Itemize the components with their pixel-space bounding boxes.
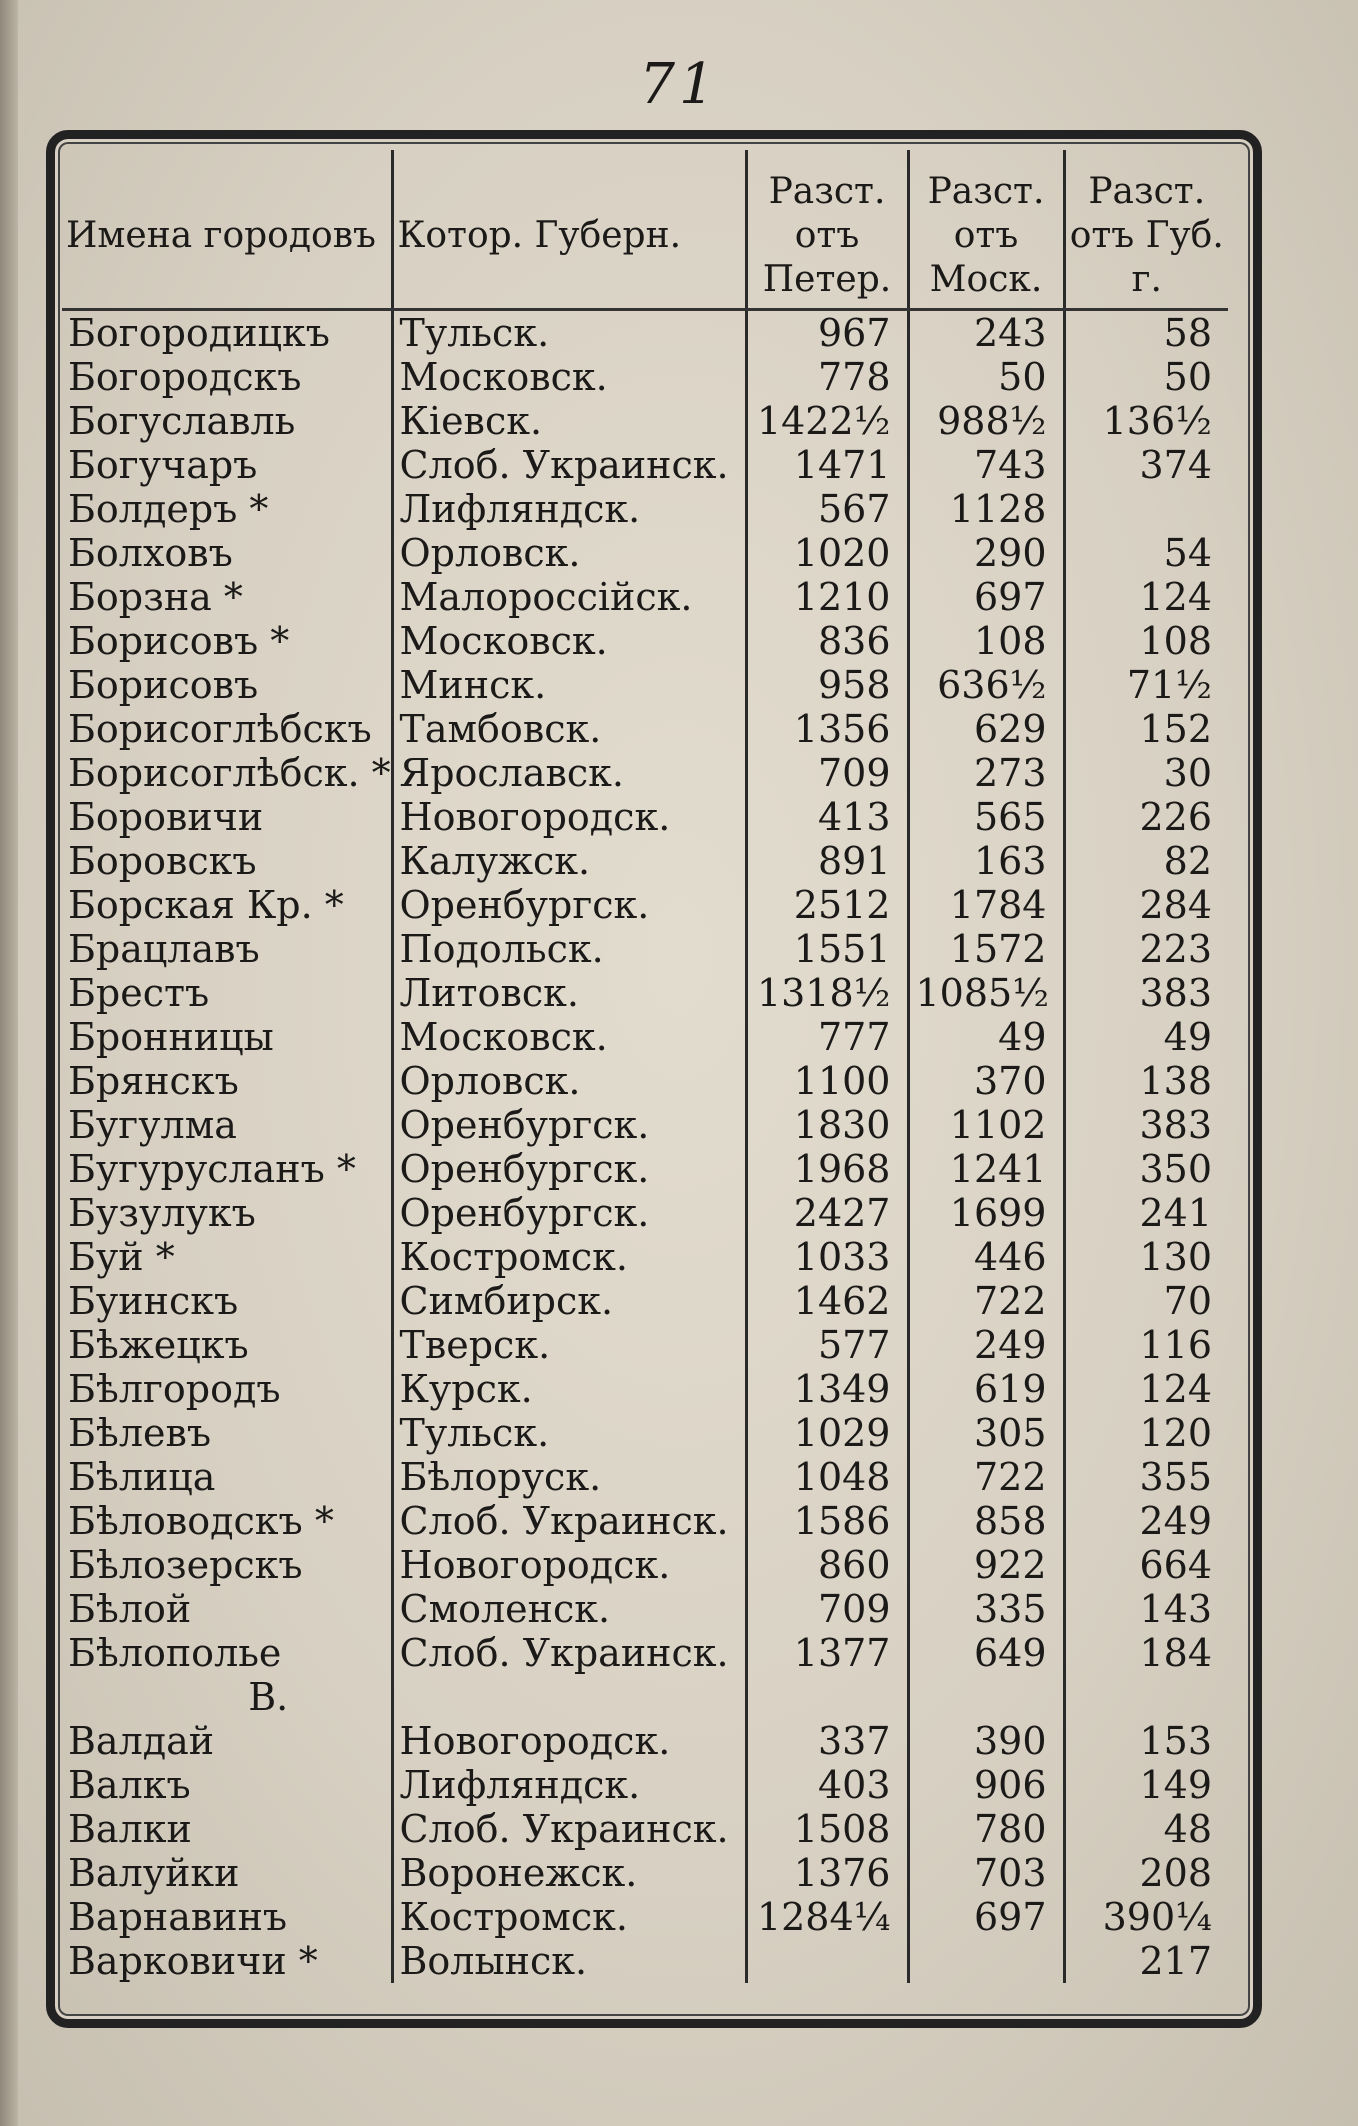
distance-from-guberniya-town: 143 <box>1064 1587 1228 1631</box>
distance-from-moscow: 697 <box>908 575 1064 619</box>
distance-from-petersburg <box>746 1939 908 1983</box>
guberniya: Слоб. Украинск. <box>392 1631 746 1675</box>
distance-from-moscow: 722 <box>908 1279 1064 1323</box>
guberniya: Слоб. Украинск. <box>392 1807 746 1851</box>
table-row <box>62 795 1228 839</box>
guberniya: Кiевск. <box>392 399 746 443</box>
distance-from-moscow: 703 <box>908 1851 1064 1895</box>
distance-from-moscow: 290 <box>908 531 1064 575</box>
town-name: Бѣлозерскъ <box>68 1543 303 1587</box>
distance-from-petersburg: 836 <box>746 619 908 663</box>
table-row <box>62 1455 1228 1499</box>
town-name: Борзна * <box>68 575 243 619</box>
distance-from-petersburg: 413 <box>746 795 908 839</box>
distance-from-guberniya-town: 184 <box>1064 1631 1228 1675</box>
header-distance-petersburg: Разст. отъ Петер. <box>746 150 908 310</box>
town-name: Боровскъ <box>68 839 257 883</box>
guberniya: Новогородск. <box>392 795 746 839</box>
empty-cell <box>746 1675 908 1719</box>
distance-from-petersburg: 1284¼ <box>746 1895 908 1939</box>
table-row <box>62 1367 1228 1411</box>
guberniya: Малороссiйск. <box>392 575 746 619</box>
header-distance-guberniya-town: Разст. отъ Губ. г. <box>1064 150 1228 310</box>
guberniya: Ярославск. <box>392 751 746 795</box>
distance-from-moscow: 722 <box>908 1455 1064 1499</box>
distance-from-petersburg: 1029 <box>746 1411 908 1455</box>
distance-from-moscow: 906 <box>908 1763 1064 1807</box>
town-name: Брестъ <box>68 971 210 1015</box>
header-distance-moscow: Разст. отъ Моск. <box>908 150 1064 310</box>
distance-from-petersburg: 777 <box>746 1015 908 1059</box>
distance-from-guberniya-town: 284 <box>1064 883 1228 927</box>
distance-from-petersburg: 1048 <box>746 1455 908 1499</box>
table-row <box>62 575 1228 619</box>
guberniya: Слоб. Украинск. <box>392 443 746 487</box>
page-spine-shadow <box>0 0 18 2126</box>
guberniya: Воронежск. <box>392 1851 746 1895</box>
town-name: Богучаръ <box>68 443 258 487</box>
guberniya: Подольск. <box>392 927 746 971</box>
table-row <box>62 1939 1228 1983</box>
table-row <box>62 310 1228 356</box>
distance-from-guberniya-town: 383 <box>1064 971 1228 1015</box>
table-row <box>62 1587 1228 1631</box>
distance-from-petersburg: 577 <box>746 1323 908 1367</box>
town-name: Бугурусланъ * <box>68 1147 356 1191</box>
distance-from-guberniya-town: 108 <box>1064 619 1228 663</box>
distance-from-guberniya-town: 116 <box>1064 1323 1228 1367</box>
distance-from-guberniya-town <box>1064 487 1228 531</box>
town-name: Валки <box>68 1807 192 1851</box>
distance-from-petersburg: 967 <box>746 310 908 356</box>
guberniya: Костромск. <box>392 1235 746 1279</box>
town-name: Бѣлой <box>68 1587 192 1631</box>
distance-from-petersburg: 709 <box>746 751 908 795</box>
table-row <box>62 1499 1228 1543</box>
table-row <box>62 1235 1228 1279</box>
table-row <box>62 1895 1228 1939</box>
table-row <box>62 1411 1228 1455</box>
distance-from-petersburg: 2512 <box>746 883 908 927</box>
distance-from-moscow: 565 <box>908 795 1064 839</box>
guberniya: Лифляндск. <box>392 1763 746 1807</box>
distance-from-guberniya-town: 249 <box>1064 1499 1228 1543</box>
distance-from-moscow: 1784 <box>908 883 1064 927</box>
town-name: Болдеръ * <box>68 487 269 531</box>
town-name: Брацлавъ <box>68 927 260 971</box>
distance-from-moscow: 243 <box>908 310 1064 356</box>
distance-from-guberniya-town: 241 <box>1064 1191 1228 1235</box>
guberniya: Новогородск. <box>392 1719 746 1763</box>
table-row <box>62 1631 1228 1675</box>
distance-from-guberniya-town: 82 <box>1064 839 1228 883</box>
section-letter-row <box>62 1675 1228 1719</box>
distance-from-petersburg: 403 <box>746 1763 908 1807</box>
distance-from-moscow: 305 <box>908 1411 1064 1455</box>
table-row <box>62 1015 1228 1059</box>
distance-from-petersburg: 1462 <box>746 1279 908 1323</box>
distance-from-petersburg: 1508 <box>746 1807 908 1851</box>
distance-from-moscow: 49 <box>908 1015 1064 1059</box>
towns-distance-table <box>62 150 1228 1983</box>
distance-from-guberniya-town: 350 <box>1064 1147 1228 1191</box>
guberniya: Тульск. <box>392 1411 746 1455</box>
town-name: Буй * <box>68 1235 175 1279</box>
table-header-row <box>62 150 1228 310</box>
distance-from-moscow: 108 <box>908 619 1064 663</box>
town-name: Бѣлевъ <box>68 1411 212 1455</box>
distance-from-moscow: 988½ <box>908 399 1064 443</box>
town-name: Богородскъ <box>68 355 302 399</box>
town-name: Бузулукъ <box>68 1191 256 1235</box>
distance-from-guberniya-town: 124 <box>1064 1367 1228 1411</box>
table-row <box>62 663 1228 707</box>
distance-from-petersburg: 1020 <box>746 531 908 575</box>
guberniya: Смоленск. <box>392 1587 746 1631</box>
town-name: Валкъ <box>68 1763 191 1807</box>
table-row <box>62 1763 1228 1807</box>
distance-from-guberniya-town: 124 <box>1064 575 1228 619</box>
town-name: Борисовъ <box>68 663 259 707</box>
table-body <box>62 310 1228 1984</box>
town-name: Бѣжецкъ <box>68 1323 249 1367</box>
distance-from-guberniya-town: 130 <box>1064 1235 1228 1279</box>
distance-from-guberniya-town: 30 <box>1064 751 1228 795</box>
distance-from-moscow: 273 <box>908 751 1064 795</box>
distance-from-petersburg: 1210 <box>746 575 908 619</box>
distance-from-guberniya-town: 58 <box>1064 310 1228 356</box>
guberniya: Литовск. <box>392 971 746 1015</box>
distance-from-moscow: 697 <box>908 1895 1064 1939</box>
distance-from-petersburg: 2427 <box>746 1191 908 1235</box>
table-row <box>62 1103 1228 1147</box>
town-name: Бѣлица <box>68 1455 216 1499</box>
distance-from-moscow: 619 <box>908 1367 1064 1411</box>
distance-from-petersburg: 337 <box>746 1719 908 1763</box>
table-row <box>62 487 1228 531</box>
distance-from-petersburg: 567 <box>746 487 908 531</box>
guberniya: Слоб. Украинск. <box>392 1499 746 1543</box>
town-name: Буинскъ <box>68 1279 239 1323</box>
table-row <box>62 355 1228 399</box>
distance-from-guberniya-town: 208 <box>1064 1851 1228 1895</box>
header-guberniya: Котор. Губерн. <box>392 150 746 310</box>
distance-from-petersburg: 1551 <box>746 927 908 971</box>
distance-from-guberniya-town: 54 <box>1064 531 1228 575</box>
table-row <box>62 971 1228 1015</box>
guberniya: Костромск. <box>392 1895 746 1939</box>
distance-from-petersburg: 1830 <box>746 1103 908 1147</box>
empty-cell <box>908 1675 1064 1719</box>
distance-from-petersburg: 891 <box>746 839 908 883</box>
distance-from-petersburg: 1318½ <box>746 971 908 1015</box>
distance-from-petersburg: 1376 <box>746 1851 908 1895</box>
guberniya: Бѣлоруск. <box>392 1455 746 1499</box>
distance-from-moscow: 50 <box>908 355 1064 399</box>
table-row <box>62 1543 1228 1587</box>
table-row <box>62 1059 1228 1103</box>
distance-from-moscow: 335 <box>908 1587 1064 1631</box>
empty-cell <box>1064 1675 1228 1719</box>
header-town-names: Имена городовъ <box>62 150 392 310</box>
guberniya: Московск. <box>392 355 746 399</box>
distance-from-guberniya-town: 390¼ <box>1064 1895 1228 1939</box>
table-row <box>62 443 1228 487</box>
distance-from-guberniya-town: 152 <box>1064 707 1228 751</box>
guberniya: Московск. <box>392 1015 746 1059</box>
distance-from-petersburg: 1377 <box>746 1631 908 1675</box>
distance-from-guberniya-town: 383 <box>1064 1103 1228 1147</box>
distance-from-guberniya-town: 355 <box>1064 1455 1228 1499</box>
page-number: 71 <box>639 52 719 117</box>
distance-from-moscow: 1085½ <box>908 971 1064 1015</box>
guberniya: Оренбургск. <box>392 1103 746 1147</box>
table-row <box>62 1807 1228 1851</box>
distance-from-petersburg: 958 <box>746 663 908 707</box>
guberniya: Минск. <box>392 663 746 707</box>
distance-from-guberniya-town: 217 <box>1064 1939 1228 1983</box>
distance-from-moscow <box>908 1939 1064 1983</box>
distance-from-moscow: 1241 <box>908 1147 1064 1191</box>
town-name: Валуйки <box>68 1851 240 1895</box>
town-name: Боровичи <box>68 795 264 839</box>
distance-from-moscow: 163 <box>908 839 1064 883</box>
distance-from-petersburg: 778 <box>746 355 908 399</box>
guberniya: Калужск. <box>392 839 746 883</box>
town-name: Бугулма <box>68 1103 237 1147</box>
distance-from-moscow: 649 <box>908 1631 1064 1675</box>
distance-from-moscow: 1128 <box>908 487 1064 531</box>
table-row <box>62 619 1228 663</box>
guberniya: Московск. <box>392 619 746 663</box>
distance-from-petersburg: 1422½ <box>746 399 908 443</box>
guberniya: Орловск. <box>392 1059 746 1103</box>
table-row <box>62 707 1228 751</box>
town-name: Борисовъ * <box>68 619 290 663</box>
town-name: Борисоглѣбскъ <box>68 707 372 751</box>
distance-from-guberniya-town: 50 <box>1064 355 1228 399</box>
distance-from-moscow: 1699 <box>908 1191 1064 1235</box>
table-row <box>62 927 1228 971</box>
table-row <box>62 883 1228 927</box>
table-row <box>62 399 1228 443</box>
distance-from-petersburg: 1968 <box>746 1147 908 1191</box>
distance-from-guberniya-town: 226 <box>1064 795 1228 839</box>
town-name: Варковичи * <box>68 1939 318 1983</box>
table-row <box>62 751 1228 795</box>
town-name: Борская Кр. * <box>68 883 344 927</box>
distance-from-guberniya-town: 223 <box>1064 927 1228 971</box>
distance-from-guberniya-town: 374 <box>1064 443 1228 487</box>
town-name: Бѣлополье <box>68 1631 282 1675</box>
distance-from-moscow: 1102 <box>908 1103 1064 1147</box>
guberniya: Оренбургск. <box>392 1147 746 1191</box>
guberniya: Курск. <box>392 1367 746 1411</box>
guberniya: Новогородск. <box>392 1543 746 1587</box>
distance-from-moscow: 370 <box>908 1059 1064 1103</box>
guberniya: Оренбургск. <box>392 1191 746 1235</box>
distance-from-moscow: 1572 <box>908 927 1064 971</box>
empty-cell <box>392 1675 746 1719</box>
distance-from-guberniya-town: 664 <box>1064 1543 1228 1587</box>
distance-from-guberniya-town: 136½ <box>1064 399 1228 443</box>
distance-from-guberniya-town: 70 <box>1064 1279 1228 1323</box>
table-row <box>62 839 1228 883</box>
distance-from-petersburg: 1033 <box>746 1235 908 1279</box>
distance-from-guberniya-town: 138 <box>1064 1059 1228 1103</box>
distance-from-moscow: 743 <box>908 443 1064 487</box>
table-row <box>62 531 1228 575</box>
distance-from-guberniya-town: 153 <box>1064 1719 1228 1763</box>
guberniya: Тульск. <box>392 310 746 356</box>
distance-from-guberniya-town: 71½ <box>1064 663 1228 707</box>
guberniya: Лифляндск. <box>392 487 746 531</box>
table-row <box>62 1191 1228 1235</box>
guberniya: Оренбургск. <box>392 883 746 927</box>
guberniya: Тверск. <box>392 1323 746 1367</box>
guberniya: Орловск. <box>392 531 746 575</box>
town-name: Бѣловодскъ * <box>68 1499 334 1543</box>
section-letter: В. <box>248 1675 289 1719</box>
table-row <box>62 1719 1228 1763</box>
town-name: Валдай <box>68 1719 215 1763</box>
distance-from-moscow: 249 <box>908 1323 1064 1367</box>
town-name: Борисоглѣбск. * <box>68 751 391 795</box>
distance-from-moscow: 629 <box>908 707 1064 751</box>
town-name: Богородицкъ <box>68 311 330 355</box>
distance-from-petersburg: 1471 <box>746 443 908 487</box>
town-name: Бѣлгородъ <box>68 1367 281 1411</box>
distance-from-petersburg: 709 <box>746 1587 908 1631</box>
distance-from-petersburg: 1100 <box>746 1059 908 1103</box>
town-name: Варнавинъ <box>68 1895 288 1939</box>
table-row <box>62 1279 1228 1323</box>
distance-from-moscow: 390 <box>908 1719 1064 1763</box>
distance-from-guberniya-town: 120 <box>1064 1411 1228 1455</box>
distance-from-moscow: 922 <box>908 1543 1064 1587</box>
distance-from-petersburg: 1356 <box>746 707 908 751</box>
distance-from-guberniya-town: 49 <box>1064 1015 1228 1059</box>
town-name: Богуславль <box>68 399 296 443</box>
distance-from-petersburg: 1349 <box>746 1367 908 1411</box>
town-name: Болховъ <box>68 531 233 575</box>
town-name: Бронницы <box>68 1015 274 1059</box>
table-row <box>62 1147 1228 1191</box>
guberniya: Тамбовск. <box>392 707 746 751</box>
town-name: Брянскъ <box>68 1059 239 1103</box>
distance-from-moscow: 636½ <box>908 663 1064 707</box>
distance-from-moscow: 446 <box>908 1235 1064 1279</box>
table-row <box>62 1323 1228 1367</box>
distance-from-moscow: 858 <box>908 1499 1064 1543</box>
table-row <box>62 1851 1228 1895</box>
distance-from-guberniya-town: 149 <box>1064 1763 1228 1807</box>
distance-from-guberniya-town: 48 <box>1064 1807 1228 1851</box>
distance-from-moscow: 780 <box>908 1807 1064 1851</box>
guberniya: Симбирск. <box>392 1279 746 1323</box>
distance-from-petersburg: 1586 <box>746 1499 908 1543</box>
guberniya: Волынск. <box>392 1939 746 1983</box>
distance-from-petersburg: 860 <box>746 1543 908 1587</box>
